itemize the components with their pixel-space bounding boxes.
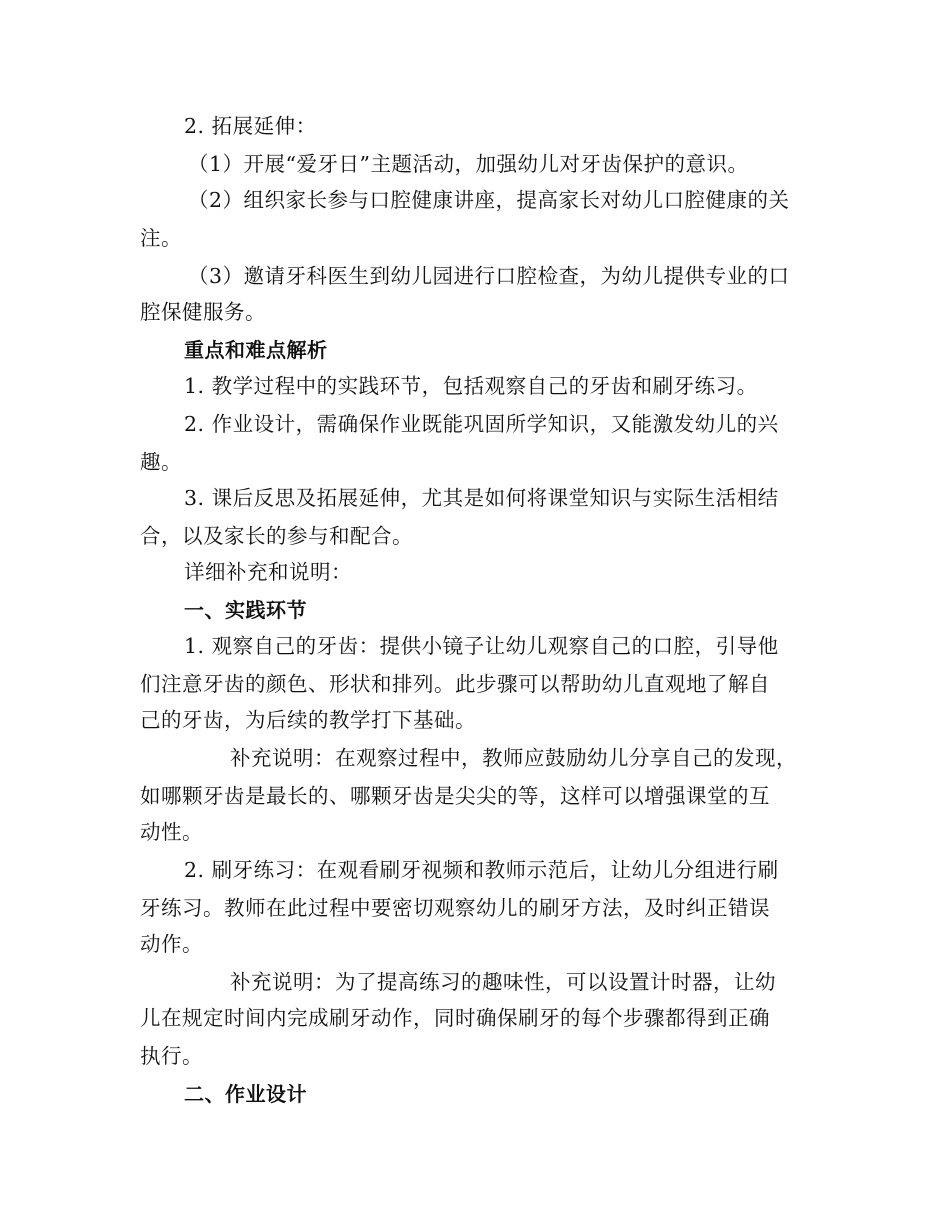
key-point-1: 1. 教学过程中的实践环节，包括观察自己的牙齿和刷牙练习。 (184, 374, 758, 398)
key-point-3-line-2: 合，以及家长的参与和配合。 (140, 524, 413, 548)
practice-2-line-1: 2. 刷牙练习：在观看刷牙视频和教师示范后，让幼儿分组进行刷 (184, 858, 779, 882)
key-point-2-line-1: 2. 作业设计，需确保作业既能巩固所学知识，又能激发幼儿的兴 (184, 412, 779, 436)
supplement-1-line-1: 补充说明：在观察过程中，教师应鼓励幼儿分享自己的发现， (230, 746, 797, 770)
supplement-2-line-2: 儿在规定时间内完成刷牙动作，同时确保刷牙的每个步骤都得到正确 (140, 1006, 770, 1030)
supplement-2-line-3: 执行。 (140, 1044, 203, 1068)
practice-1-line-2: 们注意牙齿的颜色、形状和排列。此步骤可以帮助幼儿直观地了解自 (140, 672, 770, 696)
extension-item-2-line-1: （2）组织家长参与口腔健康讲座，提高家长对幼儿口腔健康的关 (188, 188, 790, 212)
section-1-heading: 一、实践环节 (184, 598, 307, 622)
key-points-heading: 重点和难点解析 (184, 338, 328, 362)
practice-2-line-3: 动作。 (140, 932, 203, 956)
practice-1-line-1: 1. 观察自己的牙齿：提供小镜子让幼儿观察自己的口腔，引导他 (184, 634, 779, 658)
extension-item-3-line-2: 腔保健服务。 (140, 300, 266, 324)
supplement-1-line-2: 如哪颗牙齿是最长的、哪颗牙齿是尖尖的等，这样可以增强课堂的互 (140, 784, 770, 808)
extension-item-2-line-2: 注。 (140, 226, 182, 250)
extension-item-3-line-1: （3）邀请牙科医生到幼儿园进行口腔检查，为幼儿提供专业的口 (188, 264, 790, 288)
key-point-3-line-1: 3. 课后反思及拓展延伸，尤其是如何将课堂知识与实际生活相结 (184, 486, 779, 510)
extension-heading: 2. 拓展延伸： (184, 114, 317, 138)
supplement-2-line-1: 补充说明：为了提高练习的趣味性，可以设置计时器，让幼 (230, 970, 776, 994)
practice-1-line-3: 己的牙齿，为后续的教学打下基础。 (140, 708, 476, 732)
section-2-heading: 二、作业设计 (184, 1082, 307, 1106)
practice-2-line-2: 牙练习。教师在此过程中要密切观察幼儿的刷牙方法，及时纠正错误 (140, 896, 770, 920)
extension-item-1: （1）开展“爱牙日”主题活动，加强幼儿对牙齿保护的意识。 (188, 152, 749, 176)
supplement-1-line-3: 动性。 (140, 820, 203, 844)
key-point-2-line-2: 趣。 (140, 450, 182, 474)
detail-intro: 详细补充和说明： (184, 560, 352, 584)
